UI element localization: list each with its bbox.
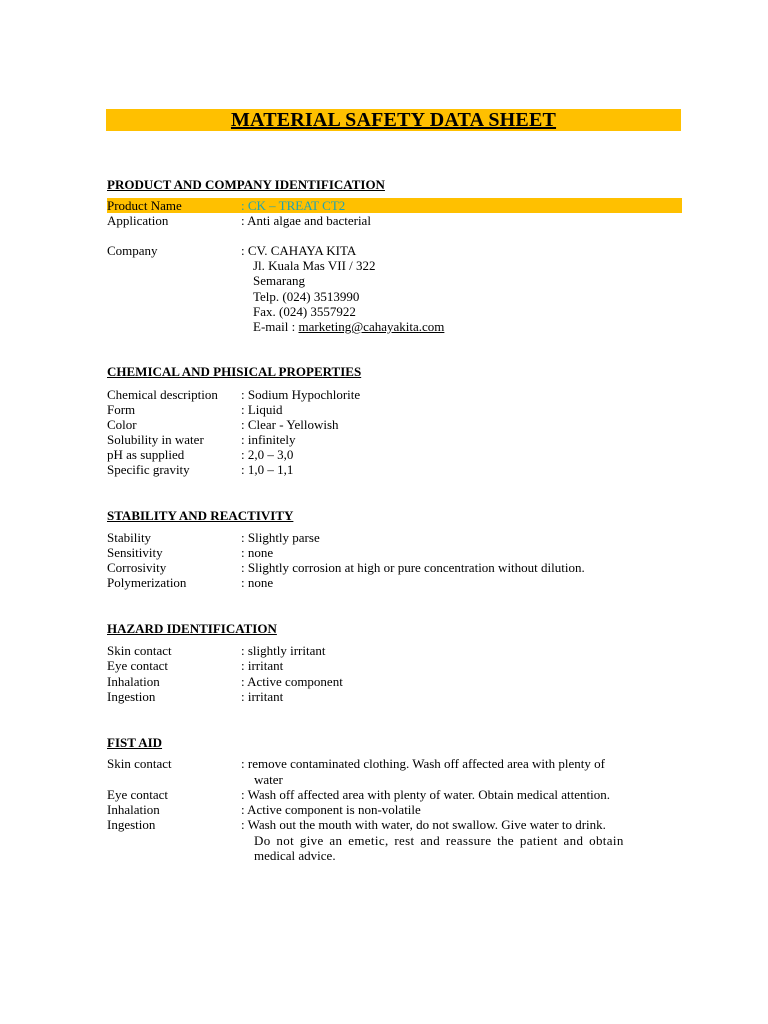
title-banner — [106, 109, 681, 131]
first-aid-inhalation-label: Inhalation — [107, 802, 160, 817]
first-aid-ingestion-value-continued: Do not give an emetic, rest and reassure the patient and obtain — [254, 833, 624, 848]
first-aid-ingestion-row — [107, 817, 682, 832]
property-value: : 1,0 – 1,1 — [241, 462, 294, 477]
hazard-label: Skin contact — [107, 643, 172, 658]
address-line-2: Semarang — [253, 273, 305, 288]
hazard-label: Inhalation — [107, 674, 160, 689]
product-name-value: : CK – TREAT CT2 — [241, 198, 346, 213]
first-aid-eye-label: Eye contact — [107, 787, 168, 802]
stability-value: : Slightly parse — [241, 530, 320, 545]
address-line-1: Jl. Kuala Mas VII / 322 — [253, 258, 376, 273]
product-name-label: Product Name — [107, 198, 182, 213]
property-label: Solubility in water — [107, 432, 204, 447]
property-label: pH as supplied — [107, 447, 185, 462]
property-value: : Liquid — [241, 402, 283, 417]
first-aid-skin-row — [107, 756, 682, 771]
first-aid-skin-value: : remove contaminated clothing. Wash off affected area with plenty of — [241, 756, 605, 771]
property-label: Color — [107, 417, 137, 432]
property-value: : infinitely — [241, 432, 296, 447]
stability-row — [107, 575, 682, 590]
property-label: Form — [107, 402, 136, 417]
property-row — [107, 447, 682, 462]
section-heading-product-company: PRODUCT AND COMPANY IDENTIFICATION — [107, 177, 385, 192]
hazard-label: Eye contact — [107, 658, 168, 673]
hazard-row — [107, 674, 682, 689]
telephone: Telp. (024) 3513990 — [253, 289, 360, 304]
property-row — [107, 387, 682, 402]
property-row — [107, 462, 682, 477]
stability-label: Stability — [107, 530, 152, 545]
hazard-value: : Active component — [241, 674, 343, 689]
first-aid-eye-value: : Wash off affected area with plenty of water. Obtain medical attention. — [241, 787, 610, 802]
first-aid-eye-row — [107, 787, 682, 802]
application-row — [107, 213, 682, 228]
property-row — [107, 417, 682, 432]
section-heading-hazard-identification: HAZARD IDENTIFICATION — [107, 621, 277, 636]
stability-value: : none — [241, 545, 274, 560]
hazard-value: : slightly irritant — [241, 643, 326, 658]
product-name-row — [107, 198, 682, 213]
stability-row — [107, 560, 682, 575]
stability-row — [107, 545, 682, 560]
stability-label: Corrosivity — [107, 560, 167, 575]
property-row — [107, 402, 682, 417]
stability-value: : Slightly corrosion at high or pure concentration without dilution. — [241, 560, 585, 575]
first-aid-skin-label: Skin contact — [107, 756, 172, 771]
first-aid-skin-value-continued: water — [254, 772, 283, 787]
stability-label: Polymerization — [107, 575, 187, 590]
property-value: : 2,0 – 3,0 — [241, 447, 294, 462]
section-heading-chemical-physical: CHEMICAL AND PHISICAL PROPERTIES — [107, 364, 362, 379]
first-aid-ingestion-value: : Wash out the mouth with water, do not swallow. Give water to drink. — [241, 817, 606, 832]
email-prefix: E-mail : — [253, 319, 299, 334]
stability-value: : none — [241, 575, 274, 590]
hazard-value: : irritant — [241, 689, 284, 704]
section-heading-stability-reactivity: STABILITY AND REACTIVITY — [107, 508, 294, 523]
hazard-label: Ingestion — [107, 689, 156, 704]
company-label: Company — [107, 243, 158, 258]
property-label: Specific gravity — [107, 462, 190, 477]
page-title: MATERIAL SAFETY DATA SHEET — [230, 109, 557, 131]
application-label: Application — [107, 213, 169, 228]
hazard-row — [107, 689, 682, 704]
property-value: : Clear - Yellowish — [241, 417, 339, 432]
stability-row — [107, 530, 682, 545]
application-value: : Anti algae and bacterial — [241, 213, 371, 228]
section-heading-first-aid: FIST AID — [107, 735, 163, 750]
company-name: : CV. CAHAYA KITA — [241, 243, 357, 258]
company-row — [107, 243, 682, 258]
first-aid-ingestion-label: Ingestion — [107, 817, 156, 832]
hazard-row — [107, 658, 682, 673]
email-link[interactable]: marketing@cahayakita.com — [298, 319, 445, 334]
first-aid-inhalation-value: : Active component is non-volatile — [241, 802, 421, 817]
fax: Fax. (024) 3557922 — [253, 304, 356, 319]
hazard-row — [107, 643, 682, 658]
email-line — [253, 319, 444, 334]
property-value: : Sodium Hypochlorite — [241, 387, 361, 402]
first-aid-ingestion-value-end: medical advice. — [254, 848, 336, 863]
property-label: Chemical description — [107, 387, 218, 402]
stability-label: Sensitivity — [107, 545, 163, 560]
hazard-value: : irritant — [241, 658, 284, 673]
property-row — [107, 432, 682, 447]
first-aid-inhalation-row — [107, 802, 682, 817]
